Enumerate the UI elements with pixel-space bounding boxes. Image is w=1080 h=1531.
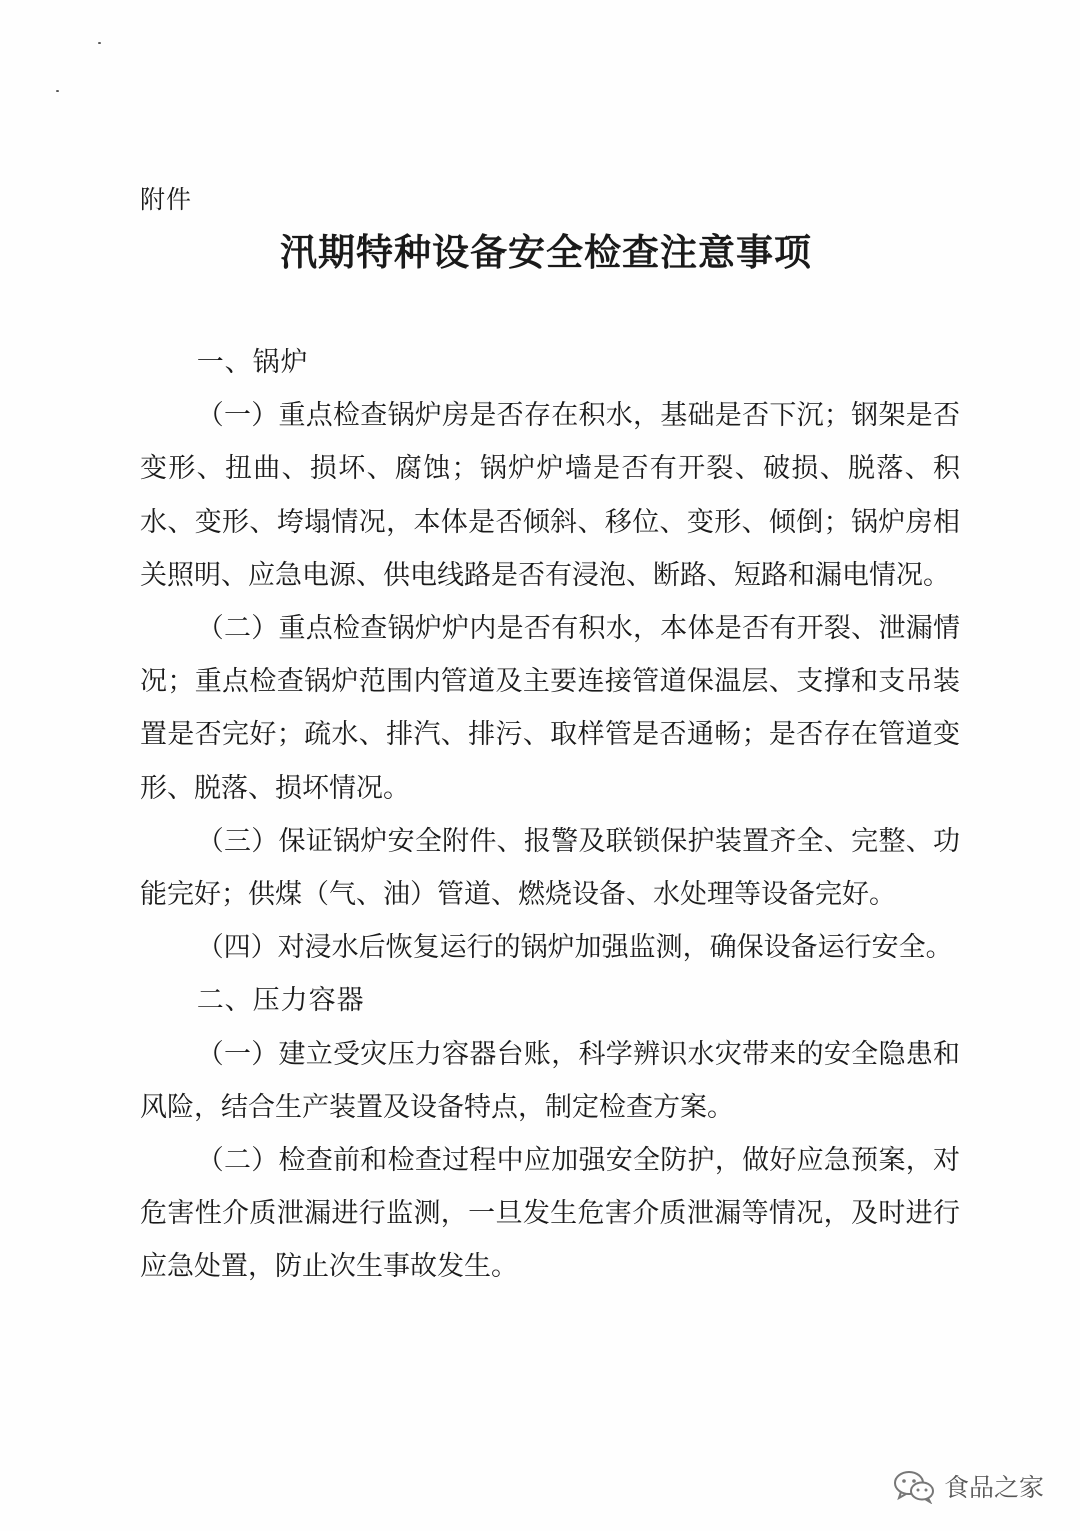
scan-speck <box>56 90 59 92</box>
boiler-paragraph-3: （三）保证锅炉安全附件、报警及联锁保护装置齐全、完整、功能完好；供煤（气、油）管道、燃烧设备、水处理等设备完好。 <box>140 825 960 911</box>
boiler-paragraph-2: （二）重点检查锅炉炉内是否有积水，本体是否有开裂、泄漏情况；重点检查锅炉范围内管道及主要连接管道保温层、支撑和支吊装置是否完好；疏水、排汽、排污、取样管是否通畅；是否存在管道变形、脱落、损坏情况。 <box>140 613 960 804</box>
attachment-label: 附件 <box>140 185 193 214</box>
section-heading-pressure-vessel: 二、压力容器 <box>196 985 365 1017</box>
document-title: 汛期特种设备安全检查注意事项 <box>280 230 812 274</box>
pressure-vessel-paragraph-1: （一）建立受灾压力容器台账，科学辨识水灾带来的安全隐患和风险，结合生产装置及设备特点，制定检查方案。 <box>140 1038 960 1123</box>
watermark <box>892 1466 1044 1506</box>
boiler-paragraph-1: （一）重点检查锅炉房是否存在积水，基础是否下沉；钢架是否变形、扭曲、损坏、腐蚀；锅炉炉墙是否有开裂、破损、脱落、积水、变形、垮塌情况，本体是否倾斜、移位、变形、倾倒；锅炉房相关照明、应急电源、供电线路是否有浸泡、断路、短路和漏电情况。 <box>140 400 960 591</box>
section-heading-boiler: 一、锅炉 <box>196 347 309 378</box>
scan-speck <box>98 42 101 44</box>
wechat-icon <box>892 1468 936 1504</box>
document-body <box>140 336 960 1294</box>
boiler-paragraph-4: （四）对浸水后恢复运行的锅炉加强监测，确保设备运行安全。 <box>196 932 953 964</box>
watermark-text: 食品之家 <box>943 1473 1044 1502</box>
pressure-vessel-paragraph-2: （二）检查前和检查过程中应加强安全防护，做好应急预案，对危害性介质泄漏进行监测，一旦发生危害介质泄漏等情况，及时进行应急处置，防止次生事故发生。 <box>140 1145 960 1283</box>
